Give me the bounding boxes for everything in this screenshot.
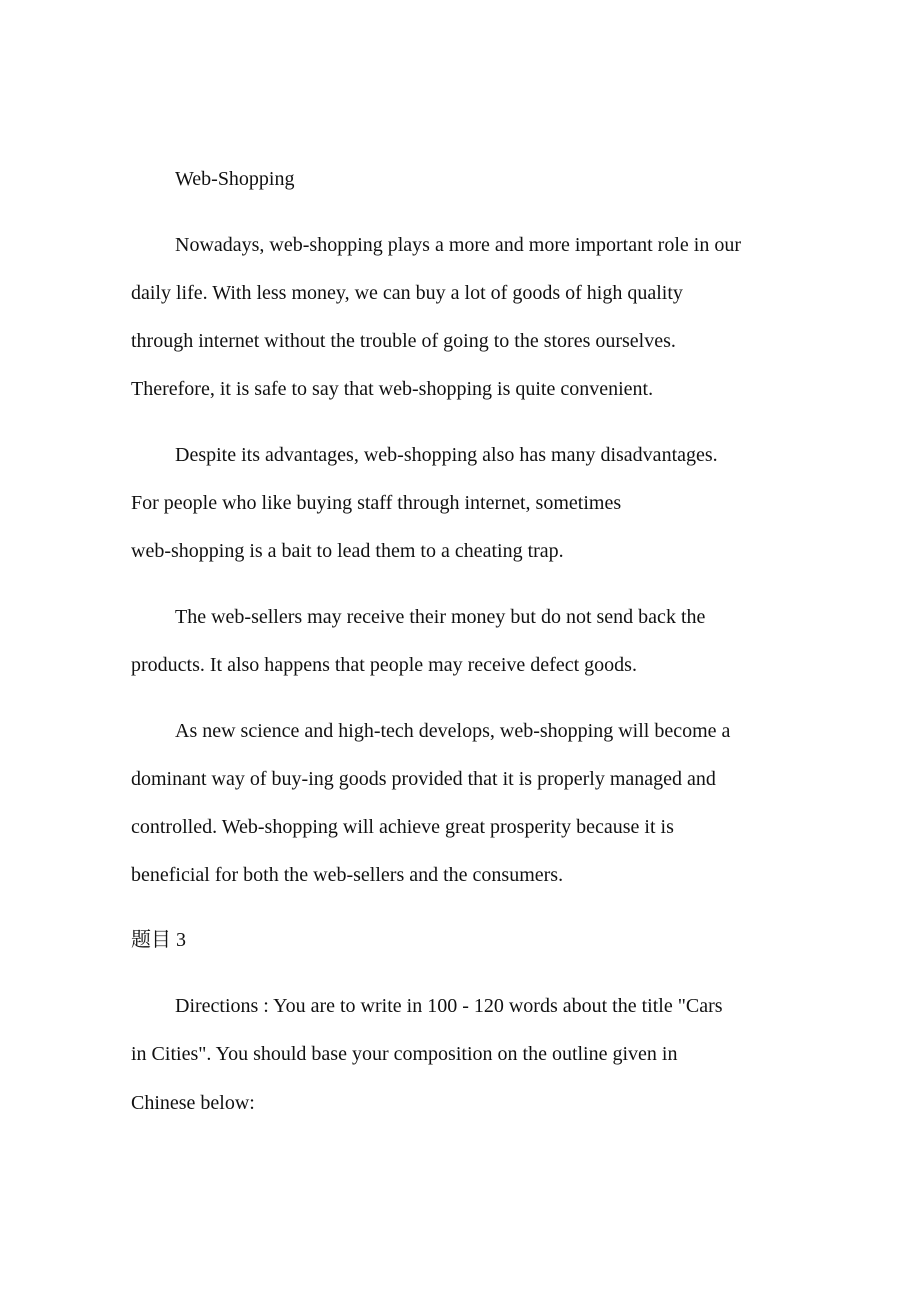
directions-line-2: in Cities". You should base your composition on the outline given in xyxy=(131,1043,678,1065)
paragraph-2-line-1: Despite its advantages, web-shopping also has many disadvantages. xyxy=(175,444,718,466)
paragraph-2-line-3: web-shopping is a bait to lead them to a cheating trap. xyxy=(131,540,564,562)
paragraph-4-line-3: controlled. Web-shopping will achieve great prosperity because it is xyxy=(131,816,674,838)
directions-line-3: Chinese below: xyxy=(131,1092,255,1114)
paragraph-1-line-2: daily life. With less money, we can buy a lot of goods of high quality xyxy=(131,282,683,304)
paragraph-1-line-1: Nowadays, web-shopping plays a more and more important role in our xyxy=(175,234,741,256)
paragraph-4-line-4: beneficial for both the web-sellers and the consumers. xyxy=(131,864,564,886)
question-heading: 题目 3 xyxy=(131,929,186,951)
paragraph-1-line-4: Therefore, it is safe to say that web-shopping is quite convenient. xyxy=(131,378,654,400)
paragraph-3-line-1: The web-sellers may receive their money but do not send back the xyxy=(175,606,706,628)
paragraph-3-line-2: products. It also happens that people may receive defect goods. xyxy=(131,654,637,676)
paragraph-2-line-2: For people who like buying staff through internet, sometimes xyxy=(131,492,622,514)
paragraph-4-line-1: As new science and high-tech develops, web-shopping will become a xyxy=(175,720,731,742)
paragraph-4-line-2: dominant way of buy-ing goods provided that it is properly managed and xyxy=(131,768,716,790)
directions-line-1: Directions : You are to write in 100 - 120 words about the title "Cars xyxy=(175,995,723,1017)
essay-title: Web-Shopping xyxy=(175,168,295,190)
paragraph-1-line-3: through internet without the trouble of going to the stores ourselves. xyxy=(131,330,676,352)
